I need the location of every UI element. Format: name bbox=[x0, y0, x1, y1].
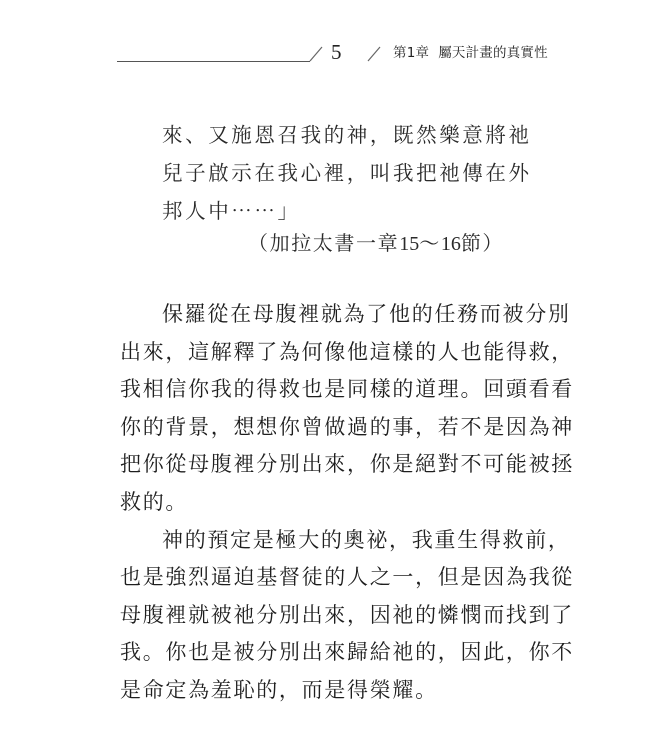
quote-line: 邦人中⋯⋯」 bbox=[162, 199, 301, 223]
paragraph-line: 救的。 bbox=[120, 489, 189, 514]
citation-verse-end: 16 bbox=[440, 233, 461, 255]
paragraph-line: 神的預定是極大的奧祕，我重生得救前， bbox=[162, 527, 571, 552]
paragraph-line: 出來，這解釋了為何像他這樣的人也能得救， bbox=[120, 339, 574, 364]
paragraph-line: 是命定為羞恥的，而是得榮耀。 bbox=[120, 677, 438, 702]
citation-close: 節） bbox=[460, 231, 505, 255]
paragraph-line: 你的背景，想想你曾做過的事，若不是因為神 bbox=[120, 414, 574, 439]
chapter-label: 第1章 bbox=[393, 45, 430, 61]
paragraph-line: 把你從母腹裡分別出來，你是絕對不可能被拯 bbox=[120, 452, 574, 477]
paragraph bbox=[120, 522, 574, 710]
quote-line: 兒子啟示在我心裡，叫我把祂傳在外 bbox=[162, 161, 532, 185]
chapter-heading bbox=[393, 44, 548, 62]
paragraph-line: 我相信你我的得救也是同樣的道理。回頭看看 bbox=[120, 377, 574, 402]
quote-line: 來、又施恩召我的神，既然樂意將祂 bbox=[162, 123, 532, 147]
citation-book: （加拉太書一章 bbox=[248, 231, 400, 255]
body-text bbox=[120, 296, 574, 710]
citation-verse-start: 15 bbox=[399, 233, 420, 255]
scripture-quote bbox=[162, 116, 532, 230]
paragraph-line: 也是強烈逼迫基督徒的人之一，但是因為我從 bbox=[120, 565, 574, 590]
page-number: 5 bbox=[331, 40, 342, 64]
paragraph-line: 我。你也是被分別出來歸給祂的，因此，你不 bbox=[120, 640, 574, 665]
paragraph-line: 保羅從在母腹裡就為了他的任務而被分別 bbox=[162, 302, 571, 326]
paragraph-line: 母腹裡就被祂分別出來，因祂的憐憫而找到了 bbox=[120, 602, 574, 627]
header-rule-line bbox=[117, 61, 310, 62]
chapter-title: 屬天計畫的真實性 bbox=[438, 45, 548, 61]
citation-range-dash: ～ bbox=[419, 231, 441, 255]
running-header bbox=[117, 40, 548, 66]
slash-divider-icon bbox=[309, 46, 323, 62]
slash-divider-icon bbox=[367, 46, 381, 62]
paragraph bbox=[120, 296, 574, 522]
scripture-citation bbox=[248, 228, 504, 259]
